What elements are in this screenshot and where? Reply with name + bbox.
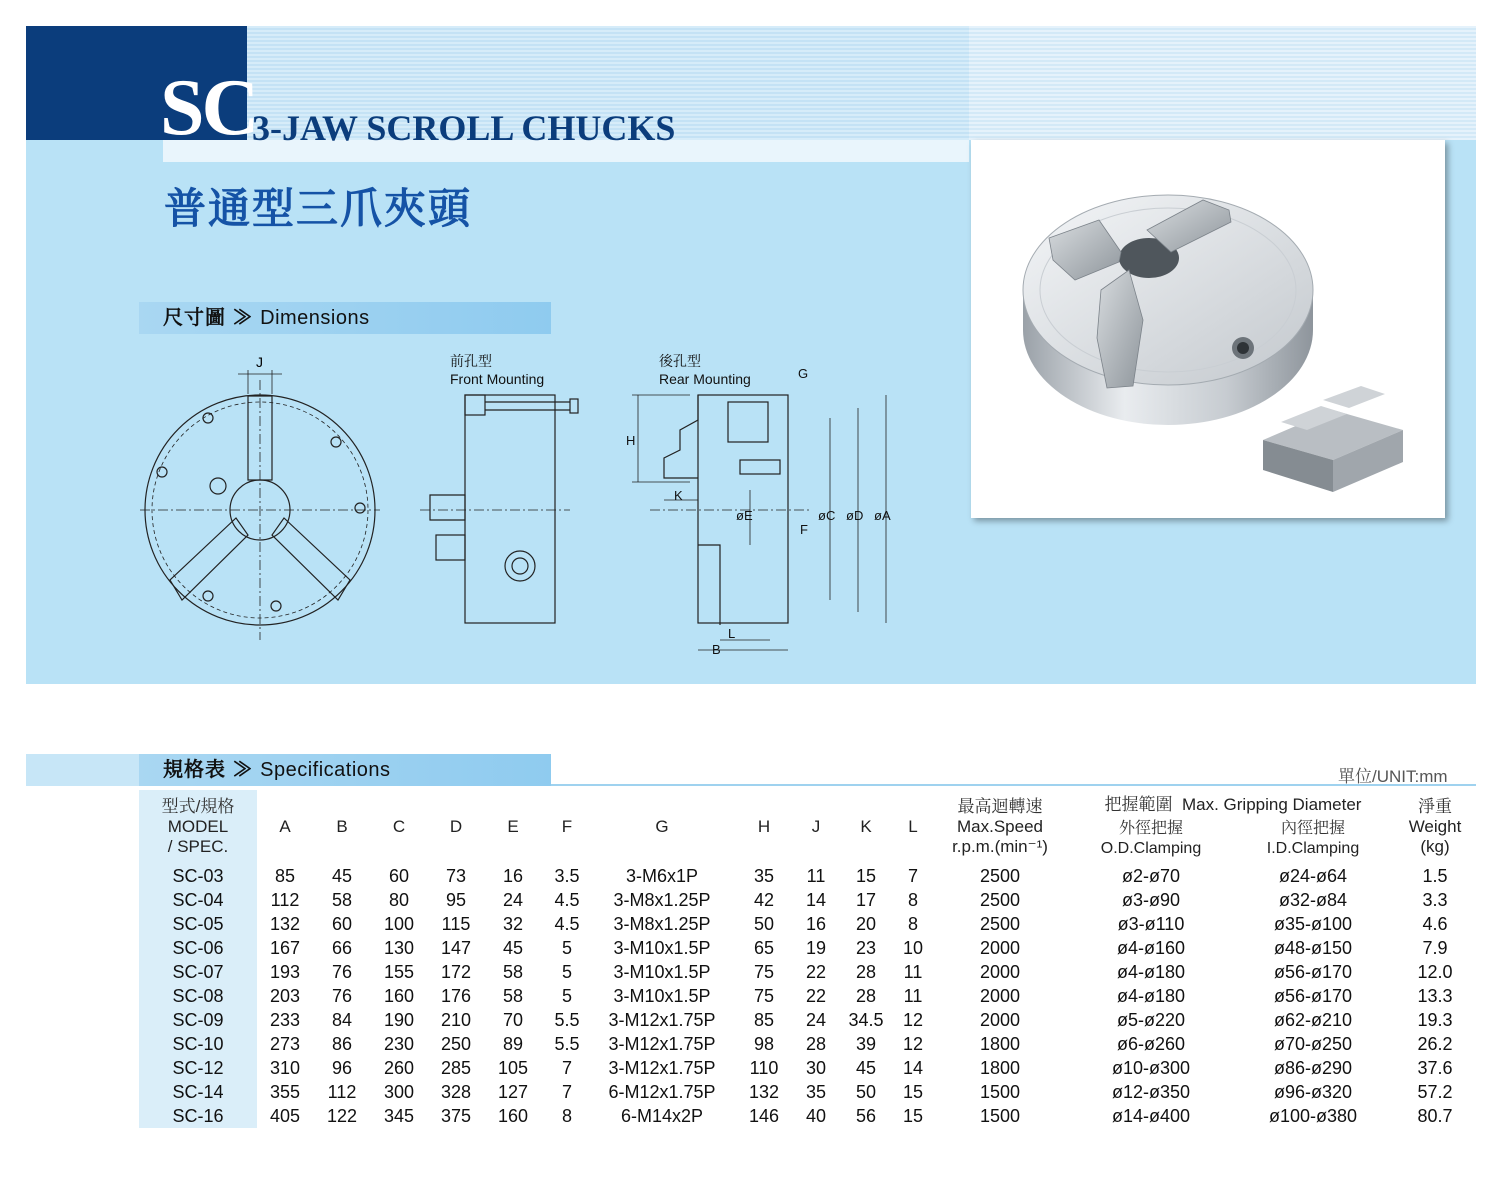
- cell-od: ø14-ø400: [1111, 1105, 1191, 1126]
- cell-h: 50: [753, 913, 775, 934]
- cell-e: 127: [497, 1081, 529, 1102]
- front-view: [140, 370, 380, 640]
- cell-weight: 13.3: [1417, 985, 1453, 1006]
- cell-h: 98: [753, 1033, 775, 1054]
- th-grip: [1071, 790, 1395, 864]
- cell-a: 203: [269, 985, 301, 1006]
- cell-speed: 2000: [979, 1009, 1021, 1030]
- cell-c: 80: [388, 889, 410, 910]
- table-row: [139, 936, 1475, 960]
- cell-c: 155: [383, 961, 415, 982]
- cell-weight: 26.2: [1417, 1033, 1453, 1054]
- cell-speed: 1500: [979, 1105, 1021, 1126]
- rear-mounting-zh: 後孔型: [659, 353, 701, 369]
- cell-b: 76: [331, 961, 353, 982]
- th-od-en: O.D.Clamping: [1100, 840, 1202, 857]
- cell-l: 12: [902, 1009, 924, 1030]
- dimensions-label-zh: 尺寸圖: [163, 307, 226, 329]
- cell-c: 190: [383, 1009, 415, 1030]
- table-row: [139, 1104, 1475, 1128]
- cell-g: 3-M10x1.5P: [613, 985, 711, 1006]
- th-g: G: [655, 817, 669, 836]
- cell-d: 328: [440, 1081, 472, 1102]
- dimensions-section-label: 尺寸圖 ≫ Dimensions: [163, 307, 370, 329]
- table-row: [139, 960, 1475, 984]
- cell-h: 132: [748, 1081, 780, 1102]
- cell-l: 15: [902, 1081, 924, 1102]
- cell-b: 58: [331, 889, 353, 910]
- th-od: [1071, 819, 1231, 859]
- cell-a: 355: [269, 1081, 301, 1102]
- cell-id: ø48-ø150: [1273, 937, 1353, 958]
- cell-speed: 1500: [979, 1081, 1021, 1102]
- cell-weight: 57.2: [1417, 1081, 1453, 1102]
- cell-d: 210: [440, 1009, 472, 1030]
- th-weight-unit: (kg): [1420, 837, 1450, 856]
- cell-k: 28: [855, 985, 877, 1006]
- dimensions-label-en: Dimensions: [260, 307, 370, 329]
- cell-h: 42: [753, 889, 775, 910]
- cell-j: 28: [805, 1033, 827, 1054]
- cell-f: 8: [561, 1105, 572, 1126]
- cell-a: 193: [269, 961, 301, 982]
- cell-j: 19: [805, 937, 827, 958]
- cell-id: ø100-ø380: [1268, 1105, 1358, 1126]
- cell-g: 3-M6x1P: [625, 865, 699, 886]
- cell-g: 6-M12x1.75P: [608, 1081, 716, 1102]
- th-b: B: [336, 817, 348, 836]
- cell-weight: 7.9: [1422, 937, 1448, 958]
- cell-g: 3-M10x1.5P: [613, 937, 711, 958]
- cell-e: 70: [502, 1009, 524, 1030]
- cell-e: 58: [502, 985, 524, 1006]
- th-model-en1: MODEL: [167, 817, 229, 836]
- cell-f: 4.5: [554, 889, 580, 910]
- unit-label: 單位/UNIT:mm: [1338, 767, 1448, 786]
- cell-c: 230: [383, 1033, 415, 1054]
- cell-a: 233: [269, 1009, 301, 1030]
- cell-d: 147: [440, 937, 472, 958]
- cell-g: 3-M12x1.75P: [608, 1057, 716, 1078]
- cell-f: 3.5: [554, 865, 580, 886]
- cell-h: 75: [753, 961, 775, 982]
- cell-f: 5: [561, 937, 572, 958]
- th-grip-title: [1071, 795, 1395, 815]
- th-j: J: [811, 817, 821, 836]
- th-grip-en: Max. Gripping Diameter: [1181, 795, 1362, 814]
- cell-k: 50: [855, 1081, 877, 1102]
- table-row: [139, 888, 1475, 912]
- cell-b: 112: [327, 1081, 357, 1102]
- cell-speed: 2000: [979, 985, 1021, 1006]
- cell-id: ø24-ø64: [1278, 865, 1348, 886]
- photo-striped-band: [969, 26, 1476, 140]
- th-e: E: [507, 817, 519, 836]
- cell-h: 75: [753, 985, 775, 1006]
- cell-l: 12: [902, 1033, 924, 1054]
- cell-k: 28: [855, 961, 877, 982]
- cell-speed: 2000: [979, 937, 1021, 958]
- dim-label-d: øD: [846, 508, 864, 523]
- cell-e: 24: [502, 889, 524, 910]
- cell-model: SC-12: [139, 1056, 257, 1080]
- cell-a: 112: [270, 889, 300, 910]
- cell-c: 60: [388, 865, 410, 886]
- cell-d: 73: [445, 865, 467, 886]
- cell-model: SC-08: [139, 984, 257, 1008]
- cell-weight: 4.6: [1422, 913, 1448, 934]
- cell-j: 24: [805, 1009, 827, 1030]
- cell-e: 105: [497, 1057, 529, 1078]
- cell-a: 85: [274, 865, 296, 886]
- cell-c: 345: [383, 1105, 415, 1126]
- specs-label-en: Specifications: [260, 759, 391, 781]
- cell-b: 66: [331, 937, 353, 958]
- cell-c: 130: [383, 937, 415, 958]
- dim-label-b: B: [712, 642, 721, 657]
- cell-b: 45: [331, 865, 353, 886]
- cell-j: 22: [805, 985, 827, 1006]
- cell-k: 20: [855, 913, 877, 934]
- cell-od: ø12-ø350: [1111, 1081, 1191, 1102]
- th-a: A: [279, 817, 291, 836]
- cell-j: 22: [805, 961, 827, 982]
- cell-b: 122: [326, 1105, 358, 1126]
- spec-table: [139, 790, 1475, 1128]
- cell-l: 7: [907, 865, 918, 886]
- cell-e: 32: [502, 913, 524, 934]
- dim-label-g: G: [798, 366, 809, 381]
- cell-od: ø6-ø260: [1116, 1033, 1186, 1054]
- cell-speed: 2500: [979, 865, 1021, 886]
- specifications-section-bar: [139, 754, 551, 786]
- cell-h: 35: [753, 865, 775, 886]
- th-grip-zh: 把握範圍: [1104, 795, 1173, 814]
- cell-k: 23: [855, 937, 877, 958]
- cell-weight: 3.3: [1422, 889, 1448, 910]
- cell-d: 375: [440, 1105, 472, 1126]
- cell-speed: 2500: [979, 913, 1021, 934]
- th-l: L: [908, 817, 918, 836]
- th-speed-en: Max.Speed: [957, 817, 1043, 836]
- dim-label-c: øC: [818, 508, 836, 523]
- cell-d: 250: [440, 1033, 472, 1054]
- cell-e: 45: [502, 937, 524, 958]
- cell-model: SC-06: [139, 936, 257, 960]
- cell-c: 300: [383, 1081, 415, 1102]
- cell-f: 4.5: [554, 913, 580, 934]
- cell-od: ø4-ø180: [1116, 961, 1186, 982]
- table-row: [139, 1032, 1475, 1056]
- cell-k: 39: [855, 1033, 877, 1054]
- cell-a: 132: [269, 913, 301, 934]
- cell-l: 10: [902, 937, 924, 958]
- cell-g: 3-M12x1.75P: [608, 1033, 716, 1054]
- dim-label-a: øA: [874, 508, 891, 523]
- cell-e: 89: [502, 1033, 524, 1054]
- cell-speed: 2500: [979, 889, 1021, 910]
- cell-c: 160: [383, 985, 415, 1006]
- th-k: K: [860, 817, 872, 836]
- cell-d: 172: [440, 961, 472, 982]
- th-speed-zh: 最高迴轉速: [957, 797, 1043, 816]
- cell-g: 3-M8x1.25P: [613, 889, 711, 910]
- cell-speed: 2000: [979, 961, 1021, 982]
- dimension-drawing: [130, 350, 910, 670]
- cell-b: 60: [331, 913, 353, 934]
- cell-id: ø70-ø250: [1273, 1033, 1353, 1054]
- th-weight-zh: 淨重: [1418, 797, 1452, 816]
- cell-speed: 1800: [979, 1033, 1021, 1054]
- cell-model: SC-10: [139, 1032, 257, 1056]
- cell-b: 96: [331, 1057, 353, 1078]
- table-row: [139, 1056, 1475, 1080]
- dimensions-section-bar: [139, 302, 551, 334]
- th-weight-en: Weight: [1408, 817, 1462, 836]
- cell-j: 11: [806, 865, 826, 886]
- th-speed-unit: r.p.m.(min⁻¹): [952, 837, 1048, 856]
- cell-g: 3-M10x1.5P: [613, 961, 711, 982]
- product-title-en: 3-JAW SCROLL CHUCKS: [252, 108, 676, 148]
- th-c: C: [392, 817, 406, 836]
- cell-h: 110: [749, 1057, 779, 1078]
- cell-l: 8: [907, 913, 918, 934]
- cell-a: 310: [269, 1057, 301, 1078]
- th-d: D: [449, 817, 463, 836]
- cell-model: SC-16: [139, 1104, 257, 1128]
- cell-id: ø62-ø210: [1273, 1009, 1353, 1030]
- table-row: [139, 864, 1475, 888]
- th-id-zh: 內徑把握: [1280, 820, 1345, 837]
- cell-k: 34.5: [848, 1009, 884, 1030]
- cell-g: 3-M12x1.75P: [608, 1009, 716, 1030]
- dim-label-f: F: [800, 522, 808, 537]
- cell-id: ø35-ø100: [1273, 913, 1353, 934]
- cell-od: ø4-ø180: [1116, 985, 1186, 1006]
- cell-d: 95: [445, 889, 467, 910]
- cell-speed: 1800: [979, 1057, 1021, 1078]
- cell-g: 3-M8x1.25P: [613, 913, 711, 934]
- th-id-en: I.D.Clamping: [1266, 840, 1360, 857]
- cell-weight: 12.0: [1417, 961, 1453, 982]
- cell-k: 15: [855, 865, 877, 886]
- cell-b: 86: [331, 1033, 353, 1054]
- th-id: [1231, 819, 1395, 859]
- spec-bar-left: [26, 754, 139, 786]
- front-mounting-zh: 前孔型: [450, 353, 492, 369]
- th-model: [139, 790, 257, 864]
- cell-weight: 80.7: [1417, 1105, 1453, 1126]
- cell-id: ø96-ø320: [1273, 1081, 1353, 1102]
- table-row: [139, 1080, 1475, 1104]
- th-speed: [929, 790, 1071, 864]
- cell-e: 58: [502, 961, 524, 982]
- cell-model: SC-04: [139, 888, 257, 912]
- th-od-zh: 外徑把握: [1118, 820, 1183, 837]
- chuck-illustration: [971, 140, 1445, 518]
- dim-label-l: L: [728, 626, 736, 641]
- specs-label-zh: 規格表: [163, 759, 226, 781]
- cell-od: ø5-ø220: [1116, 1009, 1186, 1030]
- table-row: [139, 1008, 1475, 1032]
- cell-a: 167: [269, 937, 301, 958]
- cell-od: ø10-ø300: [1111, 1057, 1191, 1078]
- cell-f: 7: [561, 1057, 572, 1078]
- cell-a: 405: [269, 1105, 301, 1126]
- cell-f: 5.5: [554, 1009, 580, 1030]
- cell-model: SC-05: [139, 912, 257, 936]
- cell-f: 5.5: [554, 1033, 580, 1054]
- cell-od: ø4-ø160: [1116, 937, 1186, 958]
- cell-c: 260: [383, 1057, 415, 1078]
- cell-f: 7: [561, 1081, 572, 1102]
- cell-j: 30: [805, 1057, 827, 1078]
- cell-j: 35: [805, 1081, 827, 1102]
- cell-od: ø3-ø110: [1117, 913, 1185, 934]
- cell-id: ø32-ø84: [1278, 889, 1348, 910]
- cell-l: 11: [903, 985, 923, 1006]
- cell-od: ø2-ø70: [1121, 865, 1181, 886]
- cell-j: 16: [805, 913, 827, 934]
- cell-id: ø56-ø170: [1273, 985, 1353, 1006]
- cell-e: 160: [497, 1105, 529, 1126]
- cell-h: 146: [748, 1105, 780, 1126]
- product-title-zh: 普通型三爪夾頭: [164, 185, 473, 232]
- cell-weight: 37.6: [1417, 1057, 1453, 1078]
- cell-id: ø86-ø290: [1273, 1057, 1353, 1078]
- table-row: [139, 912, 1475, 936]
- th-model-en2: / SPEC.: [167, 837, 229, 856]
- cell-l: 8: [907, 889, 918, 910]
- dim-label-e: øE: [736, 508, 753, 523]
- cell-j: 40: [805, 1105, 827, 1126]
- cell-f: 5: [561, 985, 572, 1006]
- cell-j: 14: [805, 889, 827, 910]
- cell-model: SC-07: [139, 960, 257, 984]
- cell-b: 76: [331, 985, 353, 1006]
- table-header-row: [139, 790, 1475, 864]
- cell-l: 11: [903, 961, 923, 982]
- table-row: [139, 984, 1475, 1008]
- specifications-section-label: 規格表 ≫ Specifications: [163, 759, 391, 781]
- dim-label-k: K: [674, 488, 683, 503]
- cell-l: 14: [902, 1057, 924, 1078]
- cell-h: 85: [753, 1009, 775, 1030]
- th-weight: [1395, 790, 1475, 864]
- cell-weight: 1.5: [1422, 865, 1448, 886]
- th-model-zh: 型式/規格: [161, 797, 235, 816]
- cell-od: ø3-ø90: [1121, 889, 1181, 910]
- cell-e: 16: [502, 865, 524, 886]
- cell-id: ø56-ø170: [1273, 961, 1353, 982]
- cell-d: 176: [440, 985, 472, 1006]
- dim-label-h: H: [626, 433, 636, 448]
- cell-a: 273: [269, 1033, 301, 1054]
- cell-g: 6-M14x2P: [620, 1105, 704, 1126]
- rear-mounting-en: Rear Mounting: [659, 371, 751, 387]
- cell-h: 65: [753, 937, 775, 958]
- product-photo: [971, 140, 1445, 518]
- dim-label-j: J: [256, 354, 263, 370]
- spec-table-body: [139, 864, 1475, 1128]
- cell-model: SC-09: [139, 1008, 257, 1032]
- cell-l: 15: [902, 1105, 924, 1126]
- front-mounting-en: Front Mounting: [450, 371, 545, 387]
- th-grip-sub: [1071, 819, 1395, 859]
- cell-k: 56: [855, 1105, 877, 1126]
- product-code: SC: [160, 64, 257, 152]
- cell-weight: 19.3: [1417, 1009, 1453, 1030]
- front-mounting-view: [420, 395, 578, 623]
- cell-c: 100: [383, 913, 415, 934]
- cell-d: 115: [441, 913, 471, 934]
- cell-d: 285: [440, 1057, 472, 1078]
- cell-f: 5: [561, 961, 572, 982]
- cell-k: 45: [855, 1057, 877, 1078]
- cell-model: SC-14: [139, 1080, 257, 1104]
- cell-k: 17: [855, 889, 877, 910]
- cell-model: SC-03: [139, 864, 257, 888]
- cell-b: 84: [331, 1009, 353, 1030]
- dim-labels: [626, 366, 891, 657]
- th-h: H: [757, 817, 771, 836]
- th-f: F: [561, 817, 573, 836]
